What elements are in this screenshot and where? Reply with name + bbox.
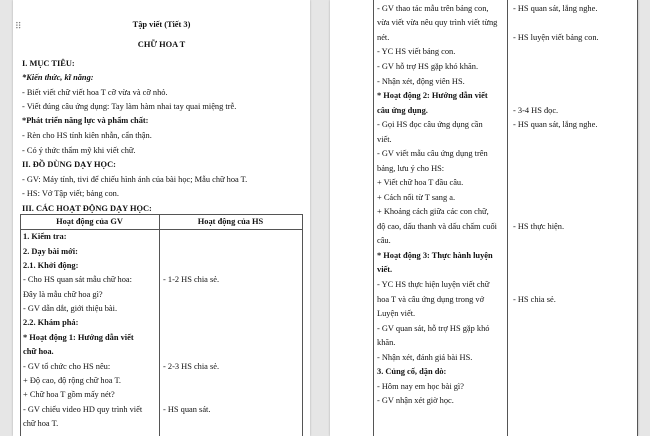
table-row: * Hoạt động 3: Thực hành luyện: [377, 251, 493, 260]
table-cell-student: - HS thực hiện.: [513, 222, 565, 231]
table-cell-student: - 2-3 HS chia sẻ.: [163, 362, 220, 371]
document-page-right: [330, 0, 638, 436]
table-row: viết.: [377, 265, 393, 274]
section-materials: II. ĐỒ DÙNG DẠY HỌC:: [22, 160, 116, 169]
column-header-student: Hoạt động của HS: [197, 217, 264, 226]
table-row: bảng, lưu ý cho HS:: [377, 164, 445, 173]
competence-line-1: - Rèn cho HS tính kiên nhẫn, cẩn thận.: [22, 131, 152, 140]
table-row: - Hôm nay em học bài gì?: [377, 382, 464, 391]
table-row: - GV chiếu video HD quy trình viết: [23, 405, 143, 414]
table-row: - YC HS viết bảng con.: [377, 47, 456, 56]
table-row: - Nhận xét, đánh giá bài HS.: [377, 353, 473, 362]
table-row: chữ hoa.: [23, 347, 54, 356]
table-row: hoa T và câu ứng dụng trong vở: [377, 295, 485, 304]
lesson-title: Tập viết (Tiết 3): [132, 20, 191, 29]
table-row: - Cho HS quan sát mẫu chữ hoa:: [23, 275, 132, 284]
lesson-subtitle: CHỮ HOA T: [137, 40, 186, 49]
table-row: - GV viết mẫu câu ứng dụng trên: [377, 149, 488, 158]
table-cell-student: - HS quan sát, lắng nghe.: [513, 4, 598, 13]
table-row: câu ứng dụng.: [377, 106, 428, 115]
table-row: Đây là mẫu chữ hoa gì?: [23, 290, 103, 299]
table-row: - Nhận xét, động viên HS.: [377, 77, 465, 86]
table-cell-student: - HS quan sát, lắng nghe.: [513, 120, 598, 129]
table-row: Luyện viết.: [377, 309, 416, 318]
table-row: vừa viết vừa nêu quy trình viết từng: [377, 18, 498, 27]
knowledge-line-2: - Viết đúng câu ứng dụng: Tay làm hàm nhai tay quai miệng trễ.: [22, 102, 237, 111]
competence-line-2: - Có ý thức thẩm mỹ khi viết chữ.: [22, 146, 136, 155]
table-row: 1. Kiểm tra:: [23, 232, 67, 241]
table-row: khăn.: [377, 338, 396, 347]
table-cell-student: - HS chia sẻ.: [513, 295, 556, 304]
materials-line-1: - GV: Máy tính, tivi để chiếu hình ảnh của bài học; Mẫu chữ hoa T.: [22, 175, 248, 184]
knowledge-heading: *Kiến thức, kĩ năng:: [22, 73, 94, 82]
competence-heading: *Phát triển năng lực và phẩm chất:: [22, 116, 149, 125]
table-row: - GV thao tác mẫu trên bảng con,: [377, 4, 489, 13]
table-row: chữ hoa T.: [23, 419, 59, 428]
table-row: - GV nhận xét giờ học.: [377, 396, 454, 405]
table-row: + Độ cao, độ rộng chữ hoa T.: [23, 376, 122, 385]
table-row: + Viết chữ hoa T đầu câu.: [377, 178, 464, 187]
table-row: - GV quan sát, hỗ trợ HS gặp khó: [377, 324, 490, 333]
table-row: - GV dẫn dắt, giới thiệu bài.: [23, 304, 118, 313]
table-row: - YC HS thực hiện luyện viết chữ: [377, 280, 490, 289]
table-row: nét.: [377, 33, 390, 42]
table-row: + Cách nối từ T sang a.: [377, 193, 456, 202]
section-activities: III. CÁC HOẠT ĐỘNG DẠY HỌC:: [22, 204, 152, 213]
knowledge-line-1: - Biết viết chữ viết hoa T cỡ vừa và cỡ nhỏ.: [22, 88, 168, 97]
table-cell-student: - 3-4 HS đọc.: [513, 106, 559, 115]
table-row: 3. Củng cố, dặn dò:: [377, 367, 447, 376]
table-cell-student: - HS quan sát.: [163, 405, 211, 414]
table-row: 2.1. Khởi động:: [23, 261, 79, 270]
table-row: * Hoạt động 1: Hướng dẫn viết: [23, 333, 134, 342]
table-row: 2.2. Khám phá:: [23, 318, 79, 327]
table-row: * Hoạt động 2: Hướng dẫn viết: [377, 91, 488, 100]
table-row: + Chữ hoa T gồm mấy nét?: [23, 390, 115, 399]
table-row: 2. Dạy bài mới:: [23, 247, 78, 256]
section-objectives: I. MỤC TIÊU:: [22, 59, 75, 68]
table-row: viết.: [377, 135, 392, 144]
table-row: độ cao, dấu thanh và dấu chấm cuối: [377, 222, 497, 231]
table-cell-student: - 1-2 HS chia sẻ.: [163, 275, 220, 284]
table-row: - Gọi HS đọc câu ứng dụng cần: [377, 120, 483, 129]
table-row: + Khoảng cách giữa các con chữ,: [377, 207, 489, 216]
table-row: - GV tổ chức cho HS nêu:: [23, 362, 111, 371]
table-row: câu.: [377, 236, 391, 245]
table-cell-student: - HS luyện viết bảng con.: [513, 33, 599, 42]
table-move-handle-icon[interactable]: ⠿: [15, 21, 21, 31]
column-header-teacher: Hoạt động của GV: [56, 217, 123, 226]
table-row: - GV hỗ trợ HS gặp khó khăn.: [377, 62, 479, 71]
materials-line-2: - HS: Vở Tập viết; bảng con.: [22, 189, 119, 198]
document-page-left: [13, 0, 310, 436]
